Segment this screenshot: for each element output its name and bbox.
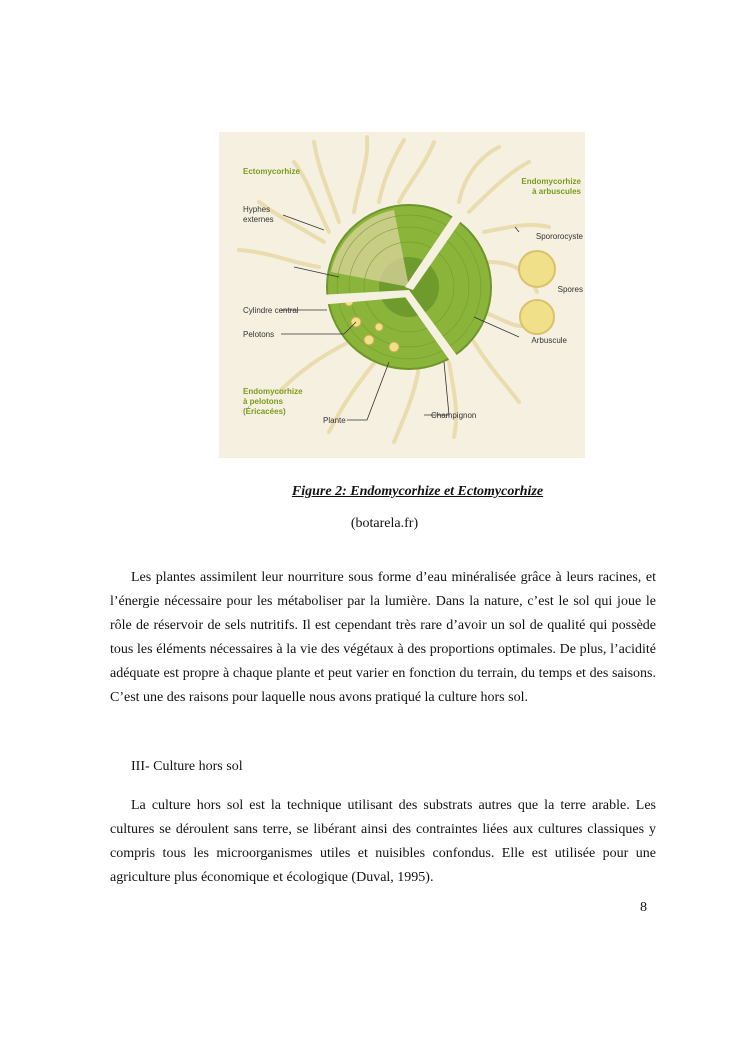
mycorrhiza-figure xyxy=(219,132,585,458)
paragraph-nutrition-text: Les plantes assimilent leur nourriture sous forme d’eau minéralisée grâce à leurs racines, et l’énergie nécessaire pour les métaboliser par la lumière. Dans la nature, c’est le sol qui joue le rôle de réservoir de sels nutritifs. Il est cependant très rare d’avoir un sol de qualité qui possède tous les éléments nécessaires à la vie des végétaux à des proportions optimales. De plus, l’acidité adéquate est propre à chaque plante et peut varier en fonction du terrain, du temps et des saisons. C’est une des raisons pour laquelle nous avons pratiqué la culture hors sol. xyxy=(110,570,656,705)
champignon-label: Champignon xyxy=(431,411,477,420)
hyphes-label-2: externes xyxy=(243,215,274,224)
figure-caption-text: Figure 2: Endomycorhize et Ectomycorhize xyxy=(291,484,544,499)
figure-caption xyxy=(0,484,745,500)
section-heading-text: III- Culture hors sol xyxy=(131,759,243,774)
endo-arbuscules-label-1: Endomycorhize xyxy=(521,177,581,186)
paragraph-hors-sol xyxy=(110,794,656,890)
paragraph-nutrition xyxy=(110,566,656,710)
sporocyste-label: Spororocyste xyxy=(535,232,583,241)
figure-source xyxy=(0,516,745,532)
arbuscule-label: Arbuscule xyxy=(531,336,567,345)
ectomycorhize-label: Ectomycorhize xyxy=(243,167,300,176)
spores-label: Spores xyxy=(557,285,583,294)
page-number: 8 xyxy=(640,900,647,915)
hyphes-label-1: Hyphes xyxy=(243,205,271,214)
paragraph-hors-sol-text: La culture hors sol est la technique utilisant des substrats autres que la terre arable. Les cultures se déroulent sans terre, se libérant ainsi des contraintes liées aux cultures classiques y compris tous les microorganismes utiles et nuisibles confondus. Elle est utilisée pour une agriculture plus économique et écologique (Duval, 1995). xyxy=(110,798,656,885)
mycorrhiza-illustration xyxy=(219,132,585,458)
figure-source-text: (botarela.fr) xyxy=(350,516,419,531)
endo-arbuscules-label-2: à arbuscules xyxy=(532,187,581,196)
endo-pelotons-label-1: Endomycorhize xyxy=(243,387,303,396)
plante-label: Plante xyxy=(323,416,346,425)
cylindre-label: Cylindre central xyxy=(243,306,299,315)
endo-pelotons-label-2: à pelotons xyxy=(243,397,284,406)
endo-pelotons-label-3: (Éricacées) xyxy=(243,407,286,416)
pelotons-label: Pelotons xyxy=(243,330,275,339)
section-heading xyxy=(110,755,656,779)
